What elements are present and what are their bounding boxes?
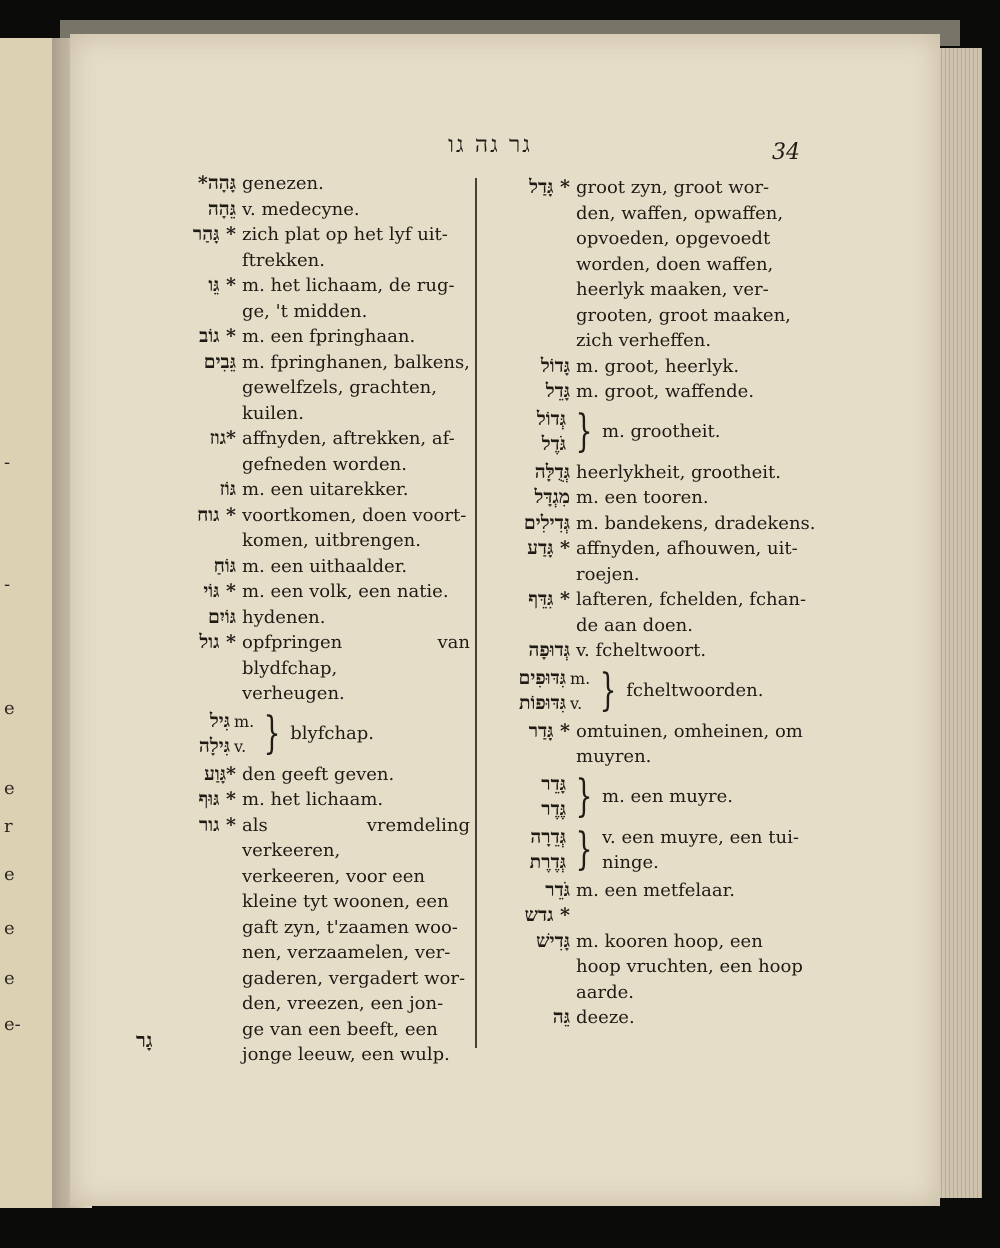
brace: } xyxy=(575,406,593,457)
hebrew-headword: * גּוּף xyxy=(198,788,236,810)
definition xyxy=(236,554,470,580)
catchword: גָר xyxy=(136,1028,153,1052)
edge-mark: e xyxy=(4,864,15,885)
dictionary-entry xyxy=(160,762,470,788)
edge-mark: e xyxy=(4,778,15,799)
definition xyxy=(236,579,470,605)
edge-mark: - xyxy=(4,452,11,473)
gender-marker: m. xyxy=(234,711,255,731)
definition-line: zich plat op het lyf uit- xyxy=(242,224,448,245)
hebrew-headword: * גָּדַל xyxy=(529,176,570,198)
definition xyxy=(236,426,470,477)
definition xyxy=(236,273,470,324)
hebrew-headword: גּוֹיִם xyxy=(208,605,236,628)
hebrew-headword: מִגְדָּל xyxy=(534,486,570,508)
definition-line: m. groot, waffende. xyxy=(576,381,755,402)
hebrew-headword: גֶּדֶר xyxy=(541,798,566,820)
definition xyxy=(236,503,470,554)
definition xyxy=(570,1005,820,1031)
hebrew-headword: גְּדוֹל xyxy=(536,407,566,430)
dictionary-entry xyxy=(500,536,820,587)
definition xyxy=(570,511,820,537)
definition-line: ge, 't midden. xyxy=(242,300,368,322)
hebrew-headword: * גָּהַר xyxy=(192,223,236,245)
dictionary-entry xyxy=(500,1005,820,1031)
hebrew-headword: גּוֹחַ xyxy=(213,554,236,577)
brace: } xyxy=(263,708,281,759)
definition xyxy=(236,197,470,223)
definition-line: grooten, groot maaken, xyxy=(576,304,791,326)
hebrew-headword: * גִּדֵּף xyxy=(528,588,570,610)
dictionary-entry xyxy=(500,460,820,486)
grouped-headwords xyxy=(500,666,566,717)
definition xyxy=(570,587,820,638)
grouped-entry xyxy=(500,772,820,823)
facing-page-edge xyxy=(0,38,55,1208)
dictionary-entry xyxy=(160,630,470,707)
hebrew-headword: גֹּדֵר xyxy=(545,878,570,901)
definition xyxy=(570,536,820,587)
hebrew-headword: * גוח xyxy=(197,503,236,526)
page-number: 34 xyxy=(772,140,800,165)
hebrew-headword: גָּדוֹל xyxy=(540,354,570,377)
definition xyxy=(236,762,470,788)
definition-line: komen, uitbrengen. xyxy=(242,530,421,551)
definition xyxy=(236,813,470,1068)
dictionary-entry xyxy=(160,171,470,197)
edge-mark: e xyxy=(4,968,15,989)
brace: } xyxy=(575,771,593,822)
grouped-entry xyxy=(160,709,470,760)
dictionary-entry xyxy=(160,579,470,605)
definition-line: ninge. xyxy=(602,852,659,873)
definition-line: deeze. xyxy=(576,1007,635,1028)
grouped-entry xyxy=(500,407,820,458)
dictionary-entry xyxy=(500,511,820,537)
gender-marker: v. xyxy=(570,694,583,713)
definition xyxy=(570,929,820,1006)
definition-line: m. een volk, een natie. xyxy=(242,581,449,602)
dictionary-entry xyxy=(160,222,470,273)
definition-line: opvoeden, opgevoedt xyxy=(576,228,771,249)
definition xyxy=(602,784,733,810)
definition-line: opfpringen van blydfchap, xyxy=(242,632,470,679)
left-column xyxy=(160,171,470,1068)
definition-line: kleine tyt woonen, een xyxy=(242,891,449,912)
hebrew-headword: גְּדֻלָּה xyxy=(534,460,570,483)
brace: } xyxy=(575,824,593,875)
hebrew-headword: גּוֹז xyxy=(219,478,236,500)
hebrew-headword: * גול xyxy=(199,631,236,653)
hebrew-headword: גָּהָה* xyxy=(197,172,236,194)
hebrew-headword: גֹּדֶל xyxy=(541,433,566,455)
hebrew-headword: גָּדֵר xyxy=(541,772,566,795)
hebrew-headword: * גּוֹי xyxy=(203,580,236,602)
definition xyxy=(626,678,763,704)
hebrew-headword: * גדש xyxy=(524,904,570,926)
grouped-entry xyxy=(500,666,820,717)
definition-line: v. een muyre, een tui- xyxy=(602,826,799,848)
hebrew-headword: גִּילָה xyxy=(198,735,230,757)
dictionary-entry xyxy=(160,605,470,631)
definition-line: lafteren, fchelden, fchan- xyxy=(576,589,807,610)
definition-line: zich verheffen. xyxy=(576,330,712,351)
hebrew-headword: * גור xyxy=(198,813,236,836)
dictionary-entry xyxy=(160,554,470,580)
gender-marker: m. xyxy=(570,668,591,688)
definition-line: verheugen. xyxy=(242,683,345,704)
definition-line: hydenen. xyxy=(242,606,326,628)
dictionary-entry xyxy=(500,719,820,770)
right-column xyxy=(500,175,820,1031)
grouped-headwords xyxy=(500,407,566,458)
definition-line: m. kooren hoop, een xyxy=(576,930,763,952)
definition-line: affnyden, aftrekken, af- xyxy=(242,428,455,449)
dictionary-entry xyxy=(160,273,470,324)
edge-mark: e xyxy=(4,918,15,939)
hebrew-headword: גֵּה xyxy=(552,1006,570,1028)
column-divider xyxy=(475,178,477,1048)
dictionary-entry xyxy=(500,175,820,354)
definition xyxy=(570,354,820,380)
gender-markers xyxy=(566,666,590,717)
definition xyxy=(236,605,470,631)
definition-line: affnyden, afhouwen, uit- xyxy=(576,538,798,559)
dictionary-entry xyxy=(160,350,470,427)
definition-line: groot zyn, groot wor- xyxy=(576,177,770,198)
edge-mark: r xyxy=(4,816,13,837)
definition-line: hoop vruchten, een hoop xyxy=(576,956,803,977)
dictionary-entry xyxy=(500,878,820,904)
definition-line: aarde. xyxy=(576,981,634,1003)
hebrew-headword: *גָּוַע xyxy=(204,762,236,785)
dictionary-entry xyxy=(160,324,470,350)
definition-line: m. een tooren. xyxy=(576,487,709,508)
definition-line: als vremdeling verkeeren, xyxy=(242,814,470,861)
definition-line: m. een uitarekker. xyxy=(242,479,409,500)
definition xyxy=(570,175,820,354)
definition-line: m. het lichaam. xyxy=(242,789,384,810)
definition-line: m. een metfelaar. xyxy=(576,879,735,901)
dictionary-entry xyxy=(160,503,470,554)
definition xyxy=(236,324,470,350)
hebrew-headword: גֵּהָה xyxy=(207,197,236,220)
dictionary-entry xyxy=(500,379,820,405)
definition-line: gaderen, vergadert wor- xyxy=(242,967,466,989)
definition-line: m. een fpringhaan. xyxy=(242,326,416,347)
hebrew-headword: גְּדֵרָה xyxy=(530,825,566,848)
grouped-entry xyxy=(500,825,820,876)
gender-marker: v. xyxy=(234,737,247,756)
hebrew-headword: * גָּדַר xyxy=(528,719,570,742)
hebrew-headword: גִּיל xyxy=(209,709,230,732)
definition-line: kuilen. xyxy=(242,402,304,424)
hebrew-headword: גֵּבִים xyxy=(203,350,236,373)
definition xyxy=(602,825,799,876)
dictionary-entry xyxy=(500,638,820,664)
edge-mark: e- xyxy=(4,1014,21,1035)
definition xyxy=(570,719,820,770)
definition xyxy=(236,787,470,813)
definition xyxy=(570,460,820,486)
definition xyxy=(570,485,820,511)
hebrew-headword: גְּדוּפָה xyxy=(528,639,570,661)
hebrew-headword: * גוֹב xyxy=(199,325,236,347)
definition-line: worden, doen waffen, xyxy=(576,253,774,275)
definition-line: gaft zyn, t'zaamen woo- xyxy=(242,916,458,938)
definition-line: m. fpringhanen, balkens, xyxy=(242,351,470,373)
definition-line: verkeeren, voor een xyxy=(242,865,425,887)
definition xyxy=(236,222,470,273)
definition-line: heerlykheit, grootheit. xyxy=(576,461,782,483)
dictionary-entry xyxy=(160,477,470,503)
definition-line: voortkomen, doen voort- xyxy=(242,504,467,526)
definition-line: m. een uithaalder. xyxy=(242,555,408,577)
edge-mark: e xyxy=(4,698,15,719)
definition-line: ftrekken. xyxy=(242,249,325,271)
definition-line: m. een muyre. xyxy=(602,786,733,808)
definition-line: fcheltwoorden. xyxy=(626,680,764,702)
definition xyxy=(236,171,470,197)
dictionary-entry xyxy=(160,197,470,223)
definition xyxy=(570,379,820,405)
definition xyxy=(236,630,470,707)
definition-line: den, waffen, opwaffen, xyxy=(576,202,784,224)
dictionary-entry xyxy=(160,813,470,1068)
edge-mark: - xyxy=(4,574,11,595)
hebrew-headword: גְּדֶרֶת xyxy=(529,851,566,873)
definition-line: v. medecyne. xyxy=(242,198,360,220)
definition-line: muyren. xyxy=(576,746,652,767)
hebrew-headword: * גָּדַע xyxy=(527,537,570,559)
dictionary-entry xyxy=(500,903,820,929)
definition-line: den geeft geven. xyxy=(242,763,395,785)
grouped-headwords xyxy=(160,709,230,760)
dictionary-entry xyxy=(500,354,820,380)
hebrew-headword: גָּדֵל xyxy=(545,380,570,402)
hebrew-headword: גְּדִילִים xyxy=(523,511,570,534)
brace: } xyxy=(599,665,617,716)
definition-line: m. grootheit. xyxy=(602,421,721,443)
definition-line: heerlyk maaken, ver- xyxy=(576,279,769,300)
definition-line: nen, verzaamelen, ver- xyxy=(242,942,451,963)
definition xyxy=(236,350,470,427)
definition xyxy=(570,638,820,664)
running-head: גר גה גו xyxy=(448,132,532,158)
definition-line: omtuinen, omheinen, om xyxy=(576,720,803,742)
hebrew-headword: * גֵּו xyxy=(208,274,236,296)
definition-line: m. bandekens, dradekens. xyxy=(576,512,816,534)
definition-line: de aan doen. xyxy=(576,614,693,636)
definition-line: v. fcheltwoort. xyxy=(576,640,707,661)
definition-line: ge van een beeft, een xyxy=(242,1018,438,1040)
definition xyxy=(236,477,470,503)
definition-line: den, vreezen, een jon- xyxy=(242,993,444,1014)
definition-line: gewelfzels, grachten, xyxy=(242,377,437,398)
dictionary-entry xyxy=(160,787,470,813)
dictionary-entry xyxy=(500,929,820,1006)
dictionary-entry xyxy=(500,587,820,638)
dictionary-entry xyxy=(160,426,470,477)
definition xyxy=(570,878,820,904)
gender-markers xyxy=(230,709,254,760)
hebrew-headword: גָּדִישׁ xyxy=(536,929,570,952)
definition-line: roejen. xyxy=(576,563,640,585)
definition xyxy=(602,419,721,445)
hebrew-headword: גִּדּוּפוֹת xyxy=(518,692,566,714)
definition xyxy=(290,721,374,747)
definition-line: m. het lichaam, de rug- xyxy=(242,275,455,296)
hebrew-headword: גִּדּוּפִים xyxy=(518,666,566,689)
definition-line: genezen. xyxy=(242,173,324,194)
grouped-headwords xyxy=(500,772,566,823)
hebrew-headword: *גוז xyxy=(209,427,236,449)
grouped-headwords xyxy=(500,825,566,876)
definition-line: blyfchap. xyxy=(290,723,375,745)
definition-line: m. groot, heerlyk. xyxy=(576,355,740,377)
definition-line: jonge leeuw, een wulp. xyxy=(242,1044,450,1065)
dictionary-entry xyxy=(500,485,820,511)
definition-line: gefneden worden. xyxy=(242,453,407,475)
